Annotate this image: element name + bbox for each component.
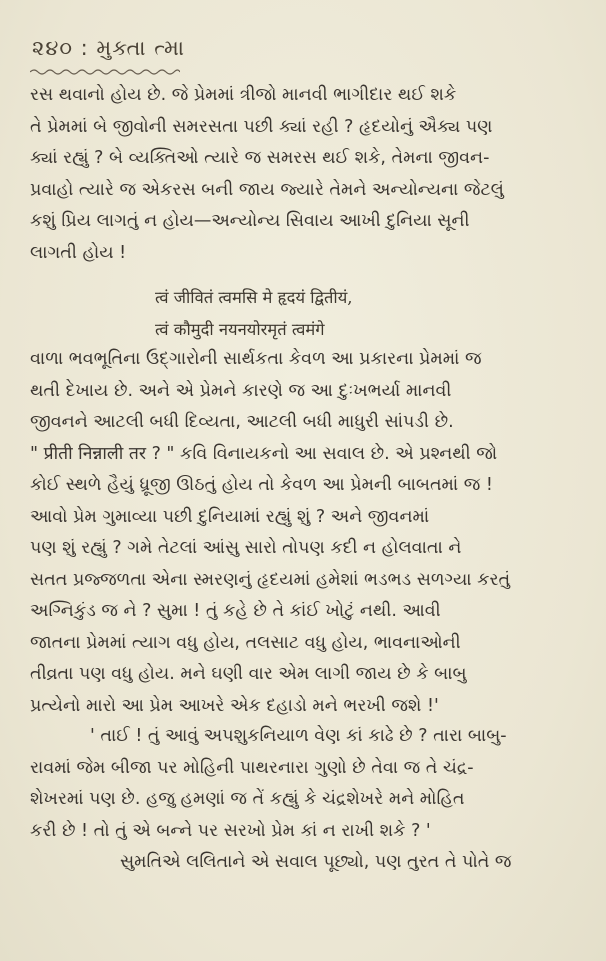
- text-line: કશું પ્રિય લાગતું ન હોય—અન્યોન્ય સિવાય આખી દુનિયા સૂની: [30, 211, 470, 231]
- text-line: કોઈ સ્થળે હૈયું ધ્રૂજી ઊઠતું હોય તો કેવળ આ પ્રેમની બાબતમાં જ !: [30, 475, 493, 495]
- decorative-wavy-rule: [30, 68, 180, 76]
- text-line: પ્રત્યેનો મારો આ પ્રેમ આખરે એક દહાડો મને ભરખી જશે !': [30, 695, 439, 716]
- text-line: થતી દેખાય છે. અને એ પ્રેમને કારણે જ આ દુઃખભર્યા માનવી: [30, 380, 452, 401]
- text-line: જાતના પ્રેમમાં ત્યાગ વધુ હોય, તલસાટ વધુ હોય, ભાવનાઓની: [30, 632, 461, 653]
- text-line: લાગતી હોય !: [30, 242, 127, 263]
- sanskrit-verse-line-2: त्वं कौमुदी नयनयोरमृतं त्वमंगे: [155, 320, 325, 339]
- text-line: આવો પ્રેમ ગુમાવ્યા પછી દુનિયામાં રહ્યું શું ? અને જીવનમાં: [30, 506, 430, 527]
- text-line: શેખરમાં પણ છે. હજુ હમણાં જ તેં કહ્યું કે ચંદ્રશેખરે મને મોહિત: [30, 789, 465, 809]
- running-head: ૨૪૦ : મુક્તા ત્મા: [32, 36, 185, 60]
- paragraph-1: [30, 80, 578, 269]
- text-line: ' તાઈ ! તું આવું અપશુકનિયાળ વેણ કાં કાઢે છે ? તારા બાબુ-: [90, 726, 507, 746]
- text-line: સુમતિએ લલિતાને એ સવાલ પૂછ્યો, પણ તુરત તે પોતે જ: [120, 852, 512, 872]
- sanskrit-verse-line-1: त्वं जीवितं त्वमसि मे हृदयं द्वितीयं,: [155, 288, 353, 307]
- text-line: રસ થવાનો હોય છે. જે પ્રેમમાં ત્રીજો માનવી ભાગીદાર થઈ શકે: [30, 85, 457, 105]
- text-line: વાળા ભવભૂતિના ઉદ્ગારોની સાર્થકતા કેવળ આ પ્રકારના પ્રેમમાં જ: [30, 349, 482, 369]
- text-line: અગ્નિકુંડ જ ને ? સુમા ! તું કહે છે તે કાંઈ ખોટું નથી. આવી: [30, 601, 441, 621]
- text-line: તીવ્રતા પણ વધુ હોય. મને ઘણી વાર એમ લાગી જાય છે કે બાબુ: [30, 664, 467, 684]
- text-line: પણ શું રહ્યું ? ગમે તેટલાં આંસુ સારો તોપણ કદી ન હોલવાતા ને: [30, 538, 462, 558]
- paragraph-3: [30, 721, 578, 879]
- text-line: કરી છે ! તો તું એ બન્ને પર સરખો પ્રેમ કાં ન રાખી શકે ? ': [30, 820, 431, 841]
- text-line: જીવનને આટલી બધી દિવ્યતા, આટલી બધી માધુરી સાંપડી છે.: [30, 412, 454, 432]
- paragraph-2: [30, 344, 578, 722]
- text-line: તે પ્રેમમાં બે જીવોની સમરસતા પછી ક્યાં રહી ? હૃદયોનું ઐક્ય પણ: [30, 116, 493, 137]
- text-line: રાવમાં જેમ બીજા પર મોહિની પાથરનારા ગુણો છે તેવા જ તે ચંદ્ર-: [30, 757, 474, 778]
- text-line: " प्रीती निन्नाली तर ? " કવિ વિનાયકનો આ સવાલ છે. એ પ્રશ્નથી જો: [30, 443, 498, 464]
- text-line: ક્યાં રહ્યું ? બે વ્યક્તિઓ ત્યારે જ સમરસ થઈ શકે, તેમના જીવન-: [30, 148, 490, 168]
- text-line: પ્રવાહો ત્યારે જ એકરસ બની જાય જ્યારે તેમને અન્યોન્યના જેટલું: [30, 179, 504, 200]
- text-line: સતત પ્રજ્જળતા એના સ્મરણનું હૃદયમાં હમેશાં ભડભડ સળગ્યા કરતું: [30, 569, 511, 590]
